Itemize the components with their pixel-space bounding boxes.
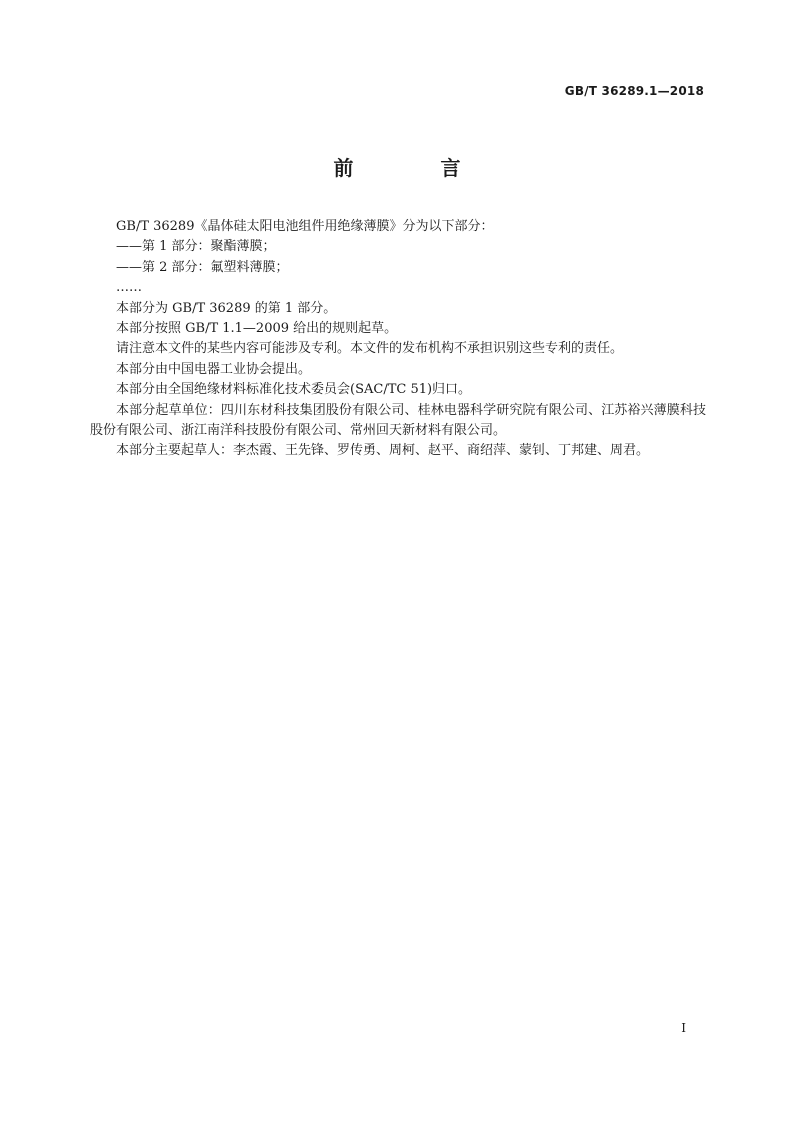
paragraph-technical-committee: 本部分由全国绝缘材料标准化技术委员会(SAC/TC 51)归口。 [116,382,472,398]
foreword-body [90,217,706,462]
paragraph-part-statement: 本部分为 GB/T 36289 的第 1 部分。 [116,300,337,316]
paragraph-part-2: ——第 2 部分：氟塑料薄膜； [116,259,289,275]
page-title: 前 言 [333,156,501,180]
page-number: I [681,1021,686,1035]
paragraph-patent-notice: 请注意本文件的某些内容可能涉及专利。本文件的发布机构不承担识别这些专利的责任。 [116,341,624,357]
paragraph-drafters: 本部分主要起草人：李杰霞、王先锋、罗传勇、周柯、赵平、商绍萍、蒙钊、丁邦建、周君。 [116,443,650,459]
standard-number: GB/T 36289.1—2018 [564,84,704,98]
paragraph-drafting-units: 本部分起草单位：四川东材科技集团股份有限公司、桂林电器科学研究院有限公司、江苏裕兴薄膜科技股份有限公司、浙江南洋科技股份有限公司、常州回天新材料有限公司。 [90,402,706,439]
paragraph-part-1: ——第 1 部分：聚酯薄膜； [116,239,276,255]
paragraph-proposer: 本部分由中国电器工业协会提出。 [116,361,312,377]
paragraph-intro: GB/T 36289《晶体硅太阳电池组件用绝缘薄膜》分为以下部分： [116,219,494,234]
paragraph-ellipsis: …… [116,280,142,296]
paragraph-drafting-rules: 本部分按照 GB/T 1.1—2009 给出的规则起草。 [116,321,398,337]
